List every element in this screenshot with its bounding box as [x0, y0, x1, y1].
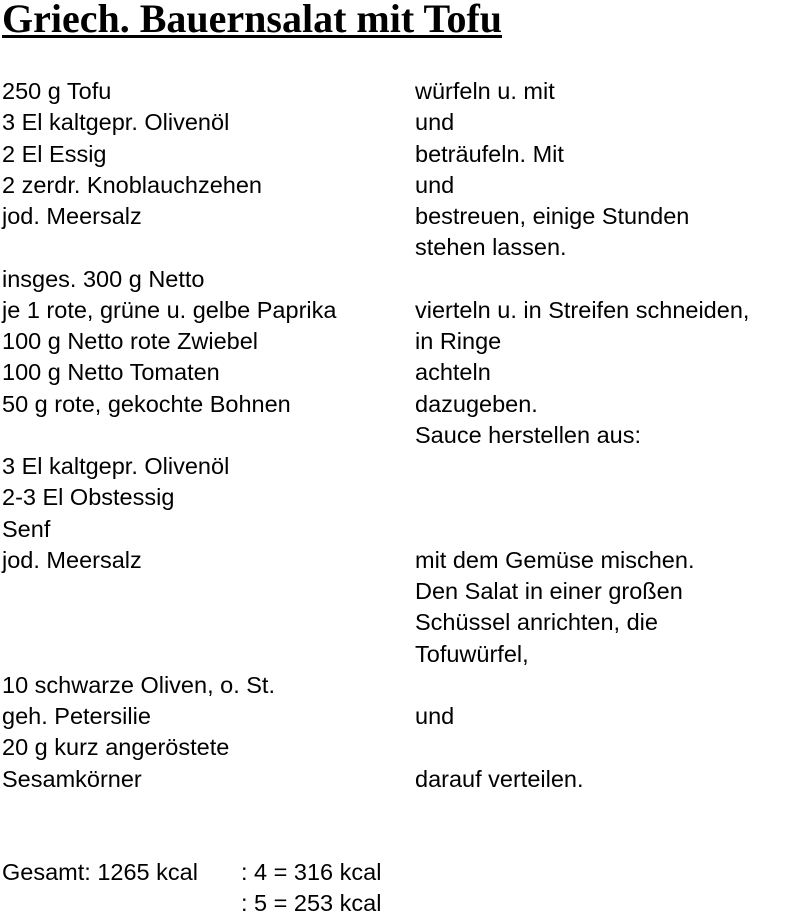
recipe-row	[2, 264, 798, 295]
recipe-row	[2, 326, 798, 357]
kcal-per-4-portions: : 4 = 316 kcal	[241, 859, 382, 885]
ingredient: 100 g Netto Tomaten	[2, 359, 220, 386]
total-kcal: Gesamt: 1265 kcal	[2, 859, 198, 885]
recipe-row	[2, 107, 798, 138]
kcal-per-5-portions: : 5 = 253 kcal	[241, 890, 382, 917]
ingredient: 250 g Tofu	[2, 78, 112, 104]
ingredient: 10 schwarze Oliven, o. St.	[2, 671, 275, 698]
ingredient: insges. 300 g Netto	[2, 265, 205, 292]
ingredient: jod. Meersalz	[2, 203, 142, 229]
recipe-row	[2, 482, 798, 513]
recipe-row	[2, 170, 798, 201]
ingredient: Senf	[2, 515, 51, 542]
recipe-row	[2, 139, 798, 170]
instruction: und	[415, 109, 455, 136]
recipe-row	[2, 701, 798, 732]
recipe-row	[2, 420, 798, 451]
instruction: dazugeben.	[415, 390, 538, 417]
instruction: in Ringe	[415, 328, 502, 354]
recipe-row	[2, 607, 798, 638]
recipe-row	[2, 232, 798, 263]
recipe-row	[2, 389, 798, 420]
recipe-row	[2, 201, 798, 232]
ingredient: 3 El kaltgepr. Olivenöl	[2, 453, 230, 479]
ingredient: geh. Petersilie	[2, 703, 151, 729]
instruction: und	[415, 171, 455, 198]
recipe-row	[2, 451, 798, 482]
instruction: Tofuwürfel,	[415, 640, 529, 667]
ingredient: 2 El Essig	[2, 140, 107, 167]
ingredient: je 1 rote, grüne u. gelbe Paprika	[2, 296, 337, 323]
recipe-row	[2, 76, 798, 107]
recipe-row	[2, 514, 798, 545]
ingredient: 2 zerdr. Knoblauchzehen	[2, 171, 262, 198]
instruction: stehen lassen.	[415, 234, 567, 261]
recipe-row	[2, 670, 798, 701]
ingredient: 3 El kaltgepr. Olivenöl	[2, 109, 230, 136]
instruction: Den Salat in einer großen	[415, 578, 683, 604]
instruction: achteln	[415, 359, 491, 386]
instruction: würfeln u. mit	[415, 78, 555, 104]
ingredient: jod. Meersalz	[2, 546, 142, 573]
instruction: und	[415, 703, 455, 729]
recipe-row	[2, 545, 798, 576]
ingredient: 100 g Netto rote Zwiebel	[2, 328, 259, 354]
instruction: Schüssel anrichten, die	[415, 609, 658, 636]
recipe-title: Griech. Bauernsalat mit Tofu	[2, 0, 503, 41]
instruction: Sauce herstellen aus:	[415, 421, 642, 448]
ingredient: 2-3 El Obstessig	[2, 484, 175, 511]
recipe-row	[2, 732, 798, 763]
recipe-row	[2, 639, 798, 670]
instruction: beträufeln. Mit	[415, 140, 564, 167]
ingredient: 50 g rote, gekochte Bohnen	[2, 390, 291, 417]
recipe-row	[2, 295, 798, 326]
recipe-row	[2, 764, 798, 795]
instruction: vierteln u. in Streifen schneiden,	[415, 296, 750, 323]
recipe-row	[2, 357, 798, 388]
instruction: darauf verteilen.	[415, 765, 584, 792]
ingredient: 20 g kurz angeröstete	[2, 734, 230, 761]
instruction: bestreuen, einige Stunden	[415, 203, 690, 229]
instruction: mit dem Gemüse mischen.	[415, 546, 695, 573]
recipe-body	[2, 76, 798, 795]
recipe-row	[2, 576, 798, 607]
ingredient: Sesamkörner	[2, 765, 142, 792]
